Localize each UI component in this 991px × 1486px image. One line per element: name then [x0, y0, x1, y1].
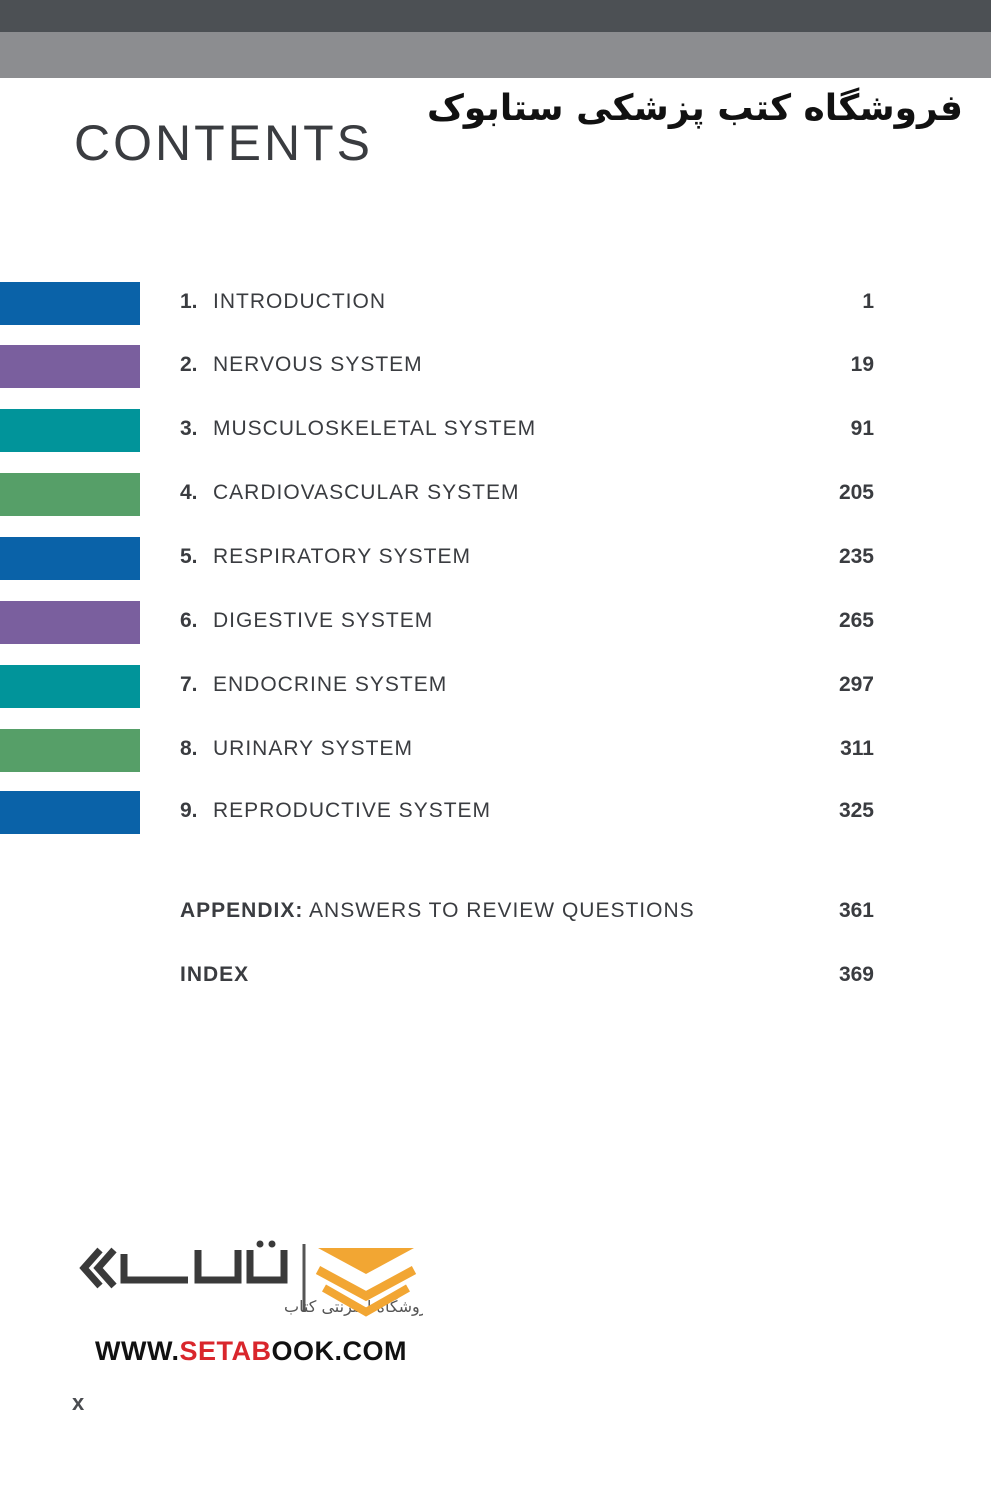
index-page-number: 369 [838, 963, 874, 986]
chapter-number: 7. [180, 673, 198, 696]
chapter-title: REPRODUCTIVE SYSTEM [213, 799, 492, 822]
toc-row-5[interactable] [0, 537, 991, 581]
chapter-page-number: 235 [838, 545, 874, 568]
website-url [95, 1336, 407, 1367]
chapter-title: ENDOCRINE SYSTEM [213, 673, 448, 696]
chapter-page-number: 205 [838, 481, 874, 504]
chevron-left-icon [98, 1250, 114, 1286]
brand-dot [257, 1241, 264, 1248]
toc-row-6[interactable] [0, 601, 991, 645]
chapter-title: INTRODUCTION [213, 290, 386, 313]
index-title: INDEX [180, 963, 250, 986]
top-gray-band [0, 32, 991, 78]
chapter-page-number: 91 [850, 417, 874, 440]
chapter-number: 2. [180, 353, 198, 376]
chapter-color-bar [0, 409, 140, 452]
url-part1: WWW. [95, 1336, 180, 1366]
setabook-logo-graphic [78, 1236, 423, 1326]
appendix-page-number: 361 [838, 899, 874, 922]
chapter-page-number: 1 [862, 290, 874, 313]
chapter-number: 3. [180, 417, 198, 440]
chapter-color-bar [0, 473, 140, 516]
brand-stroke [250, 1250, 284, 1280]
persian-store-title: فروشگاه کتب پزشکی ستابوک [426, 88, 963, 129]
chapter-title: URINARY SYSTEM [213, 737, 413, 760]
chapter-page-number: 265 [838, 609, 874, 632]
toc-row-3[interactable] [0, 409, 991, 453]
brand-stroke [198, 1250, 238, 1280]
url-part3: B [251, 1336, 272, 1366]
chapter-title: RESPIRATORY SYSTEM [213, 545, 472, 568]
chapter-page-number: 325 [838, 799, 874, 822]
chapter-page-number: 297 [838, 673, 874, 696]
toc-row-appendix[interactable] [0, 893, 991, 933]
appendix-label-bold: APPENDIX: [180, 899, 304, 922]
brand-dot [269, 1241, 276, 1248]
toc-row-9[interactable] [0, 791, 991, 835]
chapter-color-bar [0, 791, 140, 834]
appendix-label-rest: ANSWERS TO REVIEW QUESTIONS [303, 899, 695, 922]
chapter-number: 8. [180, 737, 198, 760]
chapter-number: 6. [180, 609, 198, 632]
chapter-color-bar [0, 665, 140, 708]
chapter-color-bar [0, 537, 140, 580]
appendix-title [180, 899, 695, 923]
chapter-title: DIGESTIVE SYSTEM [213, 609, 434, 632]
chapter-number: 1. [180, 290, 198, 313]
setabook-logo [78, 1236, 423, 1326]
chapter-number: 5. [180, 545, 198, 568]
toc-row-1[interactable] [0, 282, 991, 326]
toc-row-7[interactable] [0, 665, 991, 709]
url-part4: OOK.COM [271, 1336, 407, 1366]
brand-stroke [124, 1254, 188, 1280]
url-part2: SETA [179, 1336, 252, 1366]
chapter-title: MUSCULOSKELETAL SYSTEM [213, 417, 537, 440]
page-folio: x [72, 1390, 85, 1415]
chapter-page-number: 19 [850, 353, 874, 376]
top-dark-band [0, 0, 991, 32]
logo-tagline: فروشگاه اینترنتی کتاب [284, 1297, 423, 1316]
chapter-color-bar [0, 345, 140, 388]
chapter-color-bar [0, 601, 140, 644]
chapter-title: CARDIOVASCULAR SYSTEM [213, 481, 520, 504]
toc-row-8[interactable] [0, 729, 991, 773]
book-icon [318, 1248, 414, 1274]
toc-row-2[interactable] [0, 345, 991, 389]
toc-row-4[interactable] [0, 473, 991, 517]
toc-row-index[interactable] [0, 957, 991, 997]
chapter-color-bar [0, 729, 140, 772]
chapter-page-number: 311 [840, 737, 874, 760]
chapter-color-bar [0, 282, 140, 325]
chapter-title: NERVOUS SYSTEM [213, 353, 423, 376]
chapter-number: 4. [180, 481, 198, 504]
contents-heading: CONTENTS [74, 115, 373, 171]
chapter-number: 9. [180, 799, 198, 822]
